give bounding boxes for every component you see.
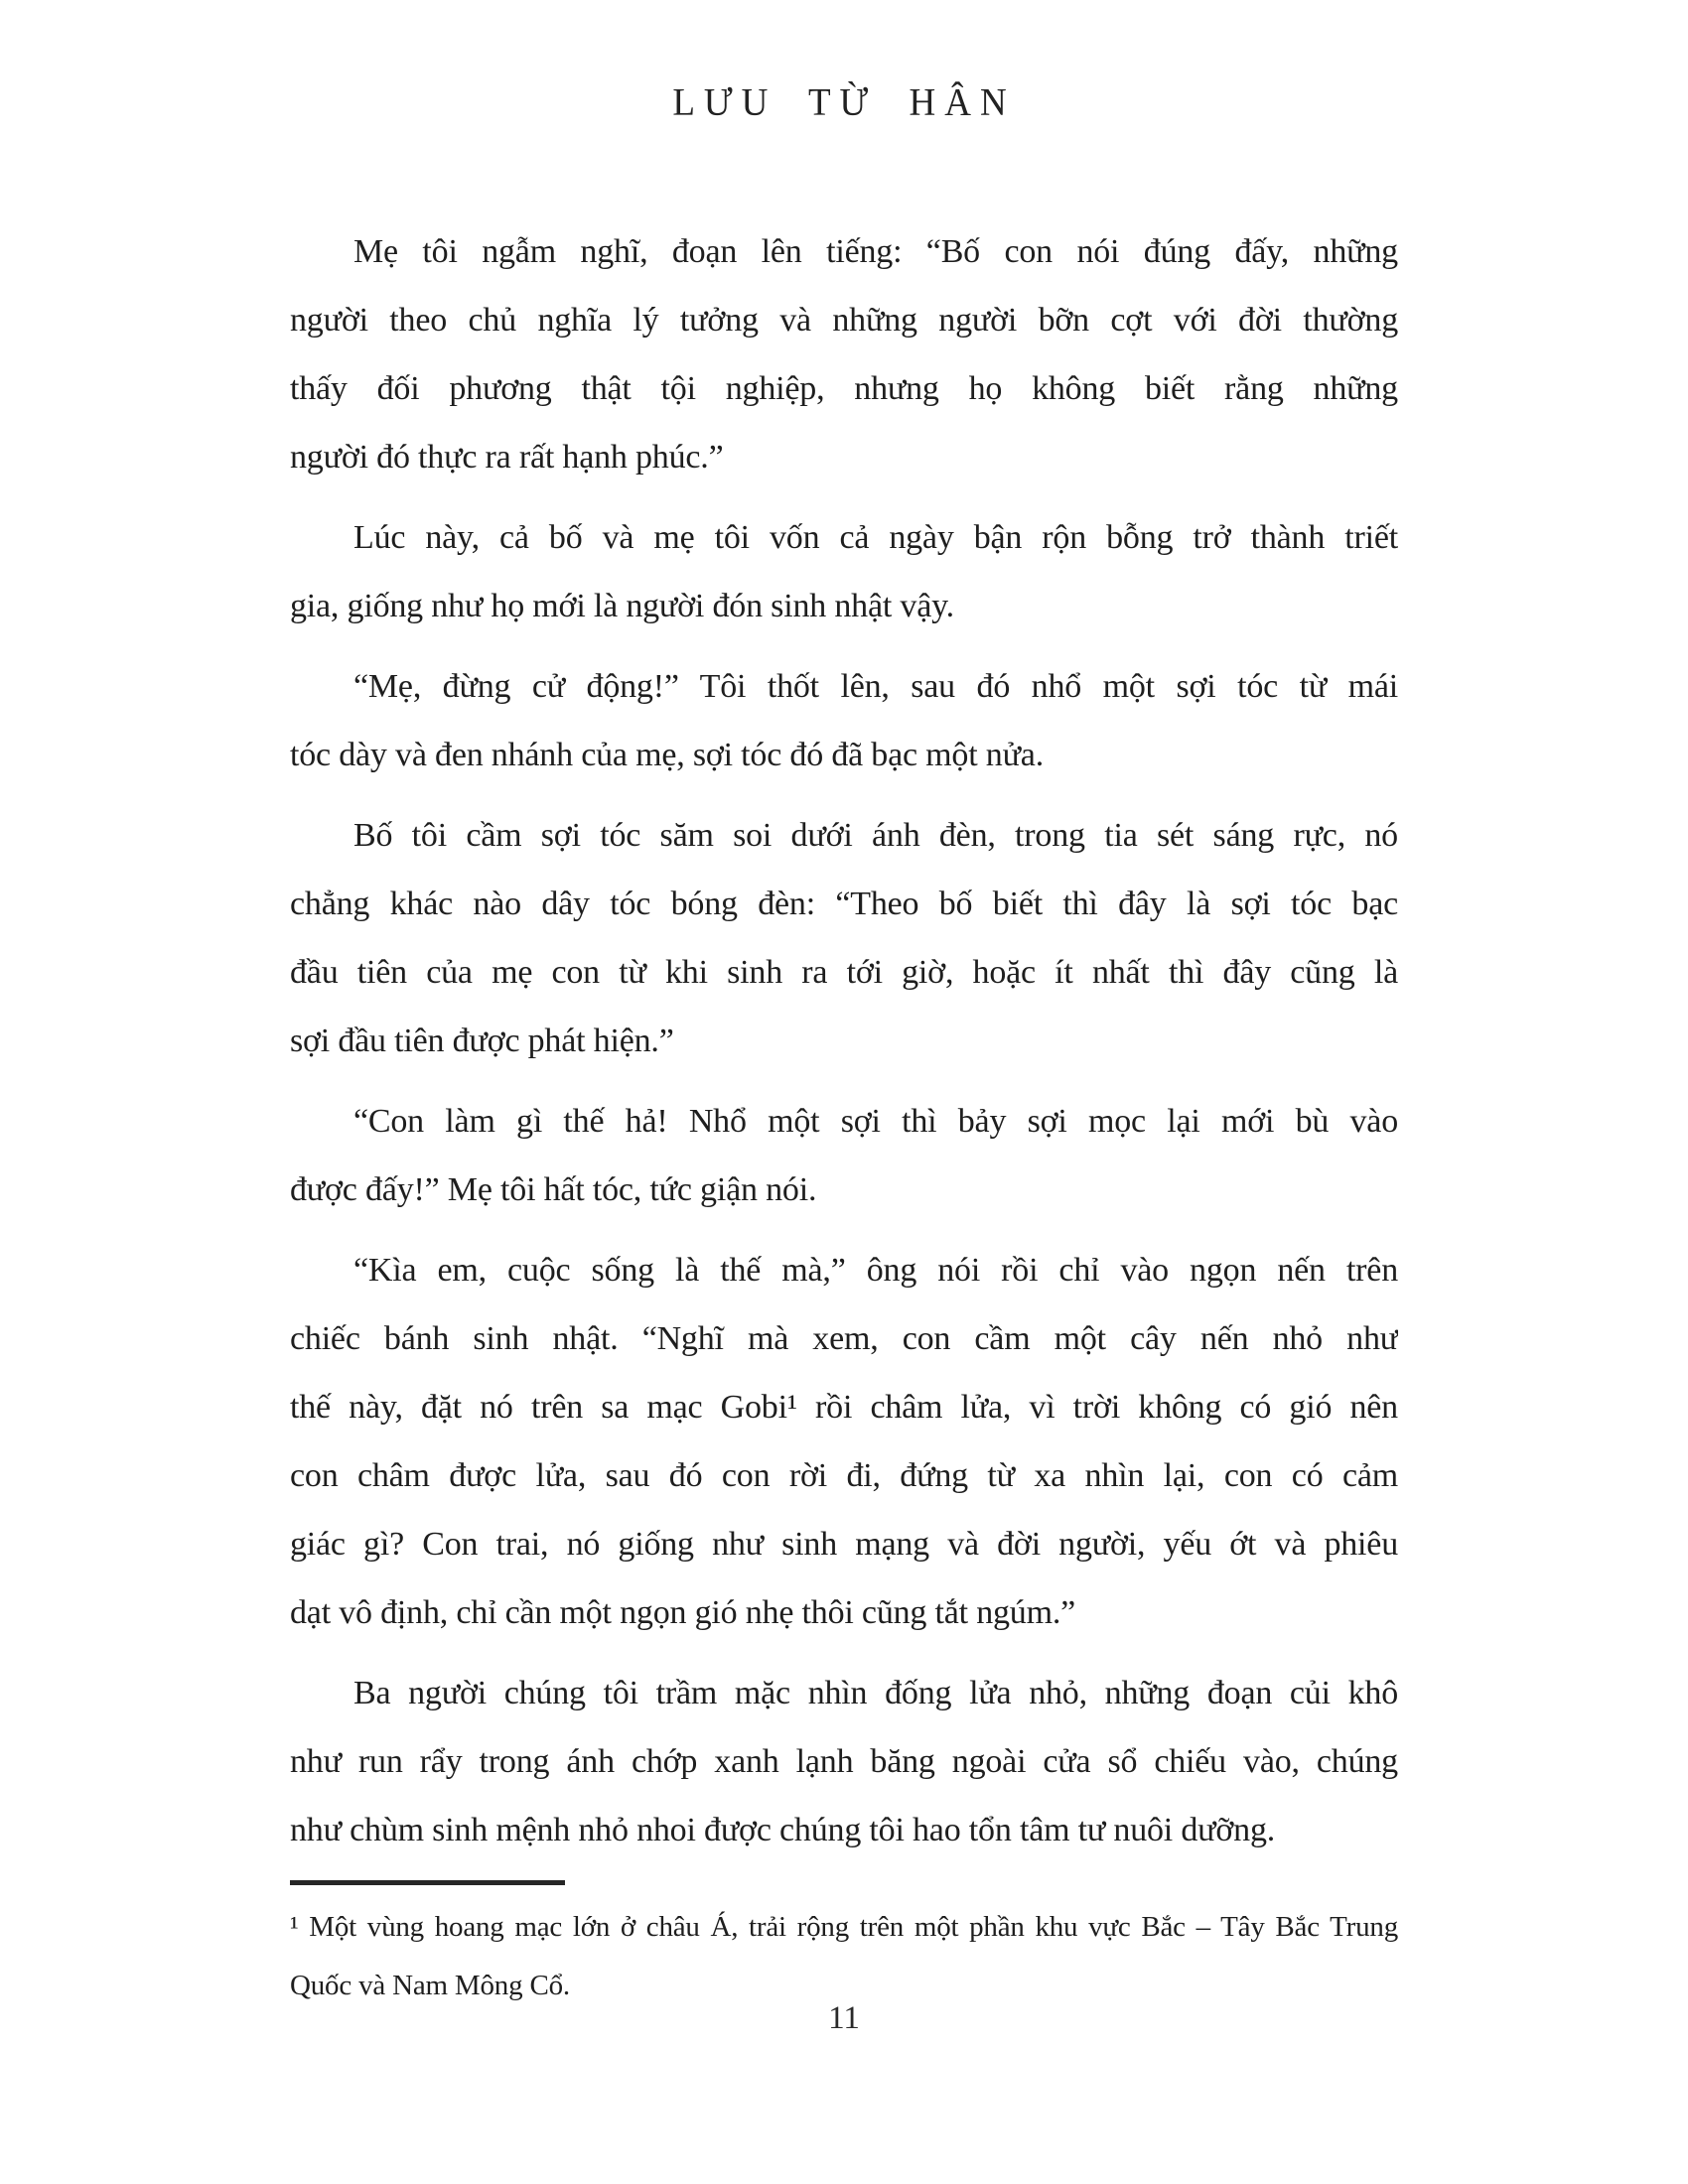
text-line: dạt vô định, chỉ cần một ngọn gió nhẹ thôi cũng tắt ngúm.” (290, 1594, 1076, 1631)
paragraph (290, 1087, 1398, 1224)
paragraph (290, 652, 1398, 789)
text-line: người theo chủ nghĩa lý tưởng và những người bỡn cợt với đời thường (290, 302, 1398, 339)
footnote-divider (290, 1880, 565, 1885)
text-line: giác gì? Con trai, nó giống như sinh mạng và đời người, yếu ớt và phiêu (290, 1526, 1398, 1563)
text-line: sợi đầu tiên được phát hiện.” (290, 1023, 674, 1059)
text-line: thế này, đặt nó trên sa mạc Gobi¹ rồi châm lửa, vì trời không có gió nên (290, 1389, 1398, 1426)
page-number: 11 (828, 2000, 860, 2036)
text-line: người đó thực ra rất hạnh phúc.” (290, 439, 724, 476)
paragraph (290, 217, 1398, 491)
footnote (290, 1898, 1398, 2015)
text-line: như run rẩy trong ánh chớp xanh lạnh băng ngoài cửa sổ chiếu vào, chúng (290, 1743, 1398, 1780)
text-line: chiếc bánh sinh nhật. “Nghĩ mà xem, con cầm một cây nến nhỏ như (290, 1320, 1398, 1357)
text-line: “Con làm gì thế hả! Nhổ một sợi thì bảy sợi mọc lại mới bù vào (353, 1103, 1398, 1140)
text-line: như chùm sinh mệnh nhỏ nhoi được chúng tôi hao tổn tâm tư nuôi dưỡng. (290, 1812, 1276, 1848)
text-line: đầu tiên của mẹ con từ khi sinh ra tới giờ, hoặc ít nhất thì đây cũng là (290, 954, 1398, 991)
running-head: LƯU TỪ HÂN (672, 80, 1016, 125)
text-line: được đấy!” Mẹ tôi hất tóc, tức giận nói. (290, 1171, 817, 1208)
text-line: tóc dày và đen nhánh của mẹ, sợi tóc đó đã bạc một nửa. (290, 737, 1044, 773)
paragraph (290, 1236, 1398, 1647)
text-line: thấy đối phương thật tội nghiệp, nhưng họ không biết rằng những (290, 370, 1398, 407)
paragraph (290, 1659, 1398, 1864)
text-line: “Mẹ, đừng cử động!” Tôi thốt lên, sau đó nhổ một sợi tóc từ mái (353, 668, 1398, 705)
footnote-line: ¹ Một vùng hoang mạc lớn ở châu Á, trải rộng trên một phần khu vực Bắc – Tây Bắc Trung (290, 1911, 1398, 1943)
paragraph (290, 801, 1398, 1075)
text-line: chẳng khác nào dây tóc bóng đèn: “Theo bố biết thì đây là sợi tóc bạc (290, 886, 1398, 922)
footnote-line: Quốc và Nam Mông Cổ. (290, 1970, 570, 2001)
text-line: Bố tôi cầm sợi tóc săm soi dưới ánh đèn, trong tia sét sáng rực, nó (353, 817, 1398, 854)
text-line: gia, giống như họ mới là người đón sinh nhật vậy. (290, 588, 954, 624)
body-text (290, 217, 1398, 1864)
text-line: con châm được lửa, sau đó con rời đi, đứng từ xa nhìn lại, con có cảm (290, 1457, 1398, 1494)
paragraph (290, 503, 1398, 640)
text-line: Ba người chúng tôi trầm mặc nhìn đống lửa nhỏ, những đoạn củi khô (353, 1675, 1398, 1711)
text-line: Mẹ tôi ngẫm nghĩ, đoạn lên tiếng: “Bố con nói đúng đấy, những (353, 233, 1398, 270)
text-line: “Kìa em, cuộc sống là thế mà,” ông nói rồi chỉ vào ngọn nến trên (353, 1252, 1398, 1289)
text-line: Lúc này, cả bố và mẹ tôi vốn cả ngày bận rộn bỗng trở thành triết (353, 519, 1398, 556)
